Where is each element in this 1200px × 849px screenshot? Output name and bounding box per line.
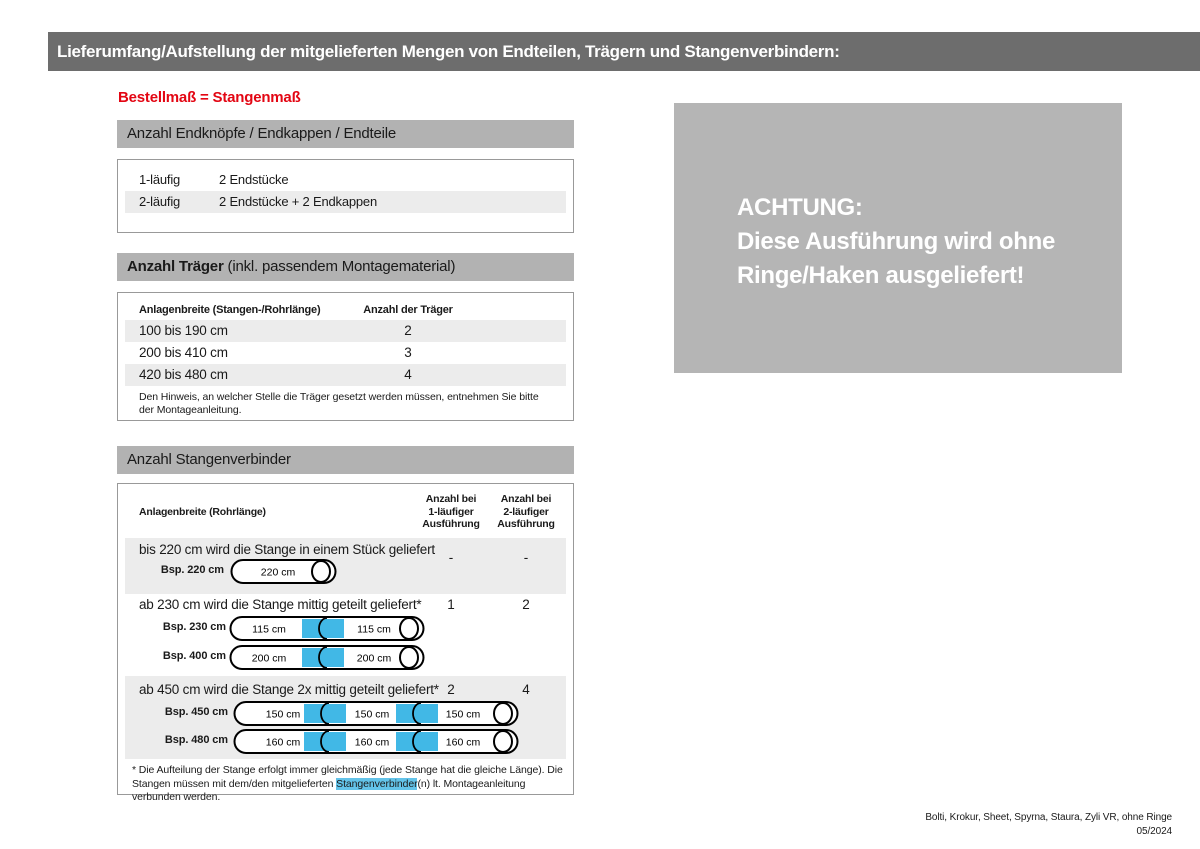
section-header-endpieces: Anzahl Endknöpfe / Endkappen / Endteile [117, 120, 574, 148]
segment-length-label: 160 cm [445, 736, 481, 749]
rod-diagram-450 [233, 700, 519, 727]
example-label: Bsp. 480 cm [164, 734, 228, 746]
section-header-braces-rest: (inkl. passendem Montagematerial) [223, 258, 456, 275]
example-label: Bsp. 220 cm [160, 564, 224, 576]
notice-line-2: Diese Ausführung wird ohne [737, 228, 1055, 255]
width-range: 200 bis 410 cm [139, 345, 228, 360]
braces-table [117, 292, 574, 421]
top-title-bar [48, 32, 1200, 71]
rod-diagram-400 [229, 644, 425, 671]
run-count-label: 2-läufig [139, 194, 181, 209]
count-2run: - [523, 550, 529, 565]
segment-length-label: 150 cm [265, 708, 301, 721]
endpieces-value: 2 Endstücke [219, 172, 289, 187]
connectors-table [117, 483, 574, 803]
highlighted-term: Stangenverbinder [336, 777, 418, 790]
column-header-count: Anzahl der Träger [363, 304, 453, 316]
notice-line-1: ACHTUNG: [737, 194, 863, 221]
page-title: Lieferumfang/Aufstellung der mitgelieferten Mengen von Endteilen, Trägern und Stangenverbindern: [57, 42, 840, 61]
rod-rule-description: bis 220 cm wird die Stange in einem Stück geliefert [139, 542, 435, 557]
segment-length-label: 115 cm [252, 623, 286, 636]
rod-rule-description: ab 450 cm wird die Stange 2x mittig geteilt geliefert* [139, 682, 439, 697]
count-1run: 1 [447, 597, 455, 612]
attention-notice-text [737, 191, 1055, 293]
segment-length-label: 200 cm [251, 652, 287, 665]
brace-count: 3 [404, 345, 412, 360]
count-2run: 4 [522, 682, 530, 697]
run-count-label: 1-läufig [139, 172, 181, 187]
connectors-footnote: * Die Aufteilung der Stange erfolgt immer gleichmäßig (jede Stange hat die gleiche Länge). Die Stangen müssen mit dem/den mitgelieferten Stangenverbinder(n) lt. Montageanleitung verbunden werden. [132, 764, 563, 803]
footer-date: 05/2024 [1136, 826, 1172, 837]
order-size-note: Bestellmaß = Stangenmaß [118, 89, 301, 106]
section-header-braces-bold: Anzahl Träger [127, 258, 224, 275]
segment-length-label: 150 cm [354, 708, 390, 721]
table-row [125, 191, 566, 213]
segment-length-label: 200 cm [356, 652, 392, 665]
count-2run: 2 [522, 597, 530, 612]
width-range: 420 bis 480 cm [139, 367, 228, 382]
column-header-width: Anlagenbreite (Stangen-/Rohrlänge) [139, 304, 321, 316]
rod-diagram-480 [233, 728, 519, 755]
endpieces-table [117, 159, 574, 233]
rod-diagram-230 [229, 615, 425, 642]
table-row [125, 169, 566, 191]
table-row [125, 320, 566, 342]
segment-length-label: 115 cm [357, 623, 391, 636]
width-range: 100 bis 190 cm [139, 323, 228, 338]
rod-diagram-220 [230, 558, 337, 585]
rod-rule-description: ab 230 cm wird die Stange mittig geteilt geliefert* [139, 597, 422, 612]
example-label: Bsp. 450 cm [164, 706, 228, 718]
notice-line-3: Ringe/Haken ausgeliefert! [737, 262, 1025, 289]
segment-length-label: 160 cm [265, 736, 301, 749]
count-1run: 2 [447, 682, 455, 697]
column-header-2run: Anzahl bei 2-läufiger Ausführung [497, 493, 555, 530]
count-1run: - [448, 550, 454, 565]
brace-count: 4 [404, 367, 412, 382]
endpieces-value: 2 Endstücke + 2 Endkappen [219, 194, 377, 209]
table-row [125, 364, 566, 386]
example-label: Bsp. 400 cm [162, 650, 226, 662]
braces-note: Den Hinweis, an welcher Stelle die Träger gesetzt werden müssen, entnehmen Sie bitte der Montageanleitung. [139, 391, 539, 416]
segment-length-label: 160 cm [354, 736, 390, 749]
segment-length-label: 150 cm [445, 708, 481, 721]
attention-notice-box [674, 103, 1122, 373]
column-header-width: Anlagenbreite (Rohrlänge) [139, 506, 266, 518]
section-header-connectors: Anzahl Stangenverbinder [117, 446, 574, 474]
table-row [125, 342, 566, 364]
column-header-1run: Anzahl bei 1-läufiger Ausführung [422, 493, 480, 530]
section-header-braces [117, 253, 574, 281]
footer-products: Bolti, Krokur, Sheet, Spyrna, Staura, Zyli VR, ohne Ringe [925, 812, 1172, 823]
example-label: Bsp. 230 cm [162, 621, 226, 633]
segment-length-label: 220 cm [260, 566, 296, 579]
footer [872, 811, 1172, 839]
brace-count: 2 [404, 323, 412, 338]
